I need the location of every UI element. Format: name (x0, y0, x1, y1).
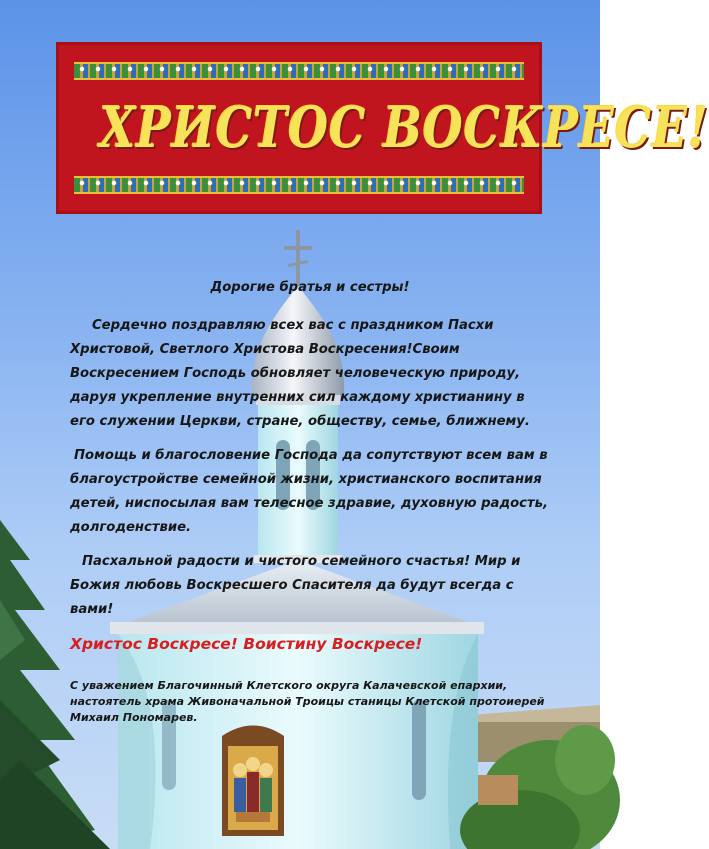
ornament-border-bottom (74, 176, 524, 194)
easter-banner (56, 42, 709, 214)
signature: С уважением Благочинный Клетского округа Калачевской епархии, настоятель храма Живоначальной Троицы станицы Клетской протоиерей Михаил Пономарев. (70, 679, 545, 724)
paragraph-2: Помощь и благословение Господа да сопутствуют всем вам в благоустройстве семейной жизни, христианского воспитания детей, ниспосылая вам телесное здравие, духовную радость, долгоденствие. (70, 448, 548, 535)
paschal-greeting: Христос Воскресе! Воистину Воскресе! (70, 635, 423, 653)
greeting-salutation: Дорогие братья и сестры! (210, 280, 410, 295)
holy-trinity-icon (222, 726, 284, 837)
ornament-border-top (74, 62, 524, 80)
paragraph-1: Сердечно поздравляю всех вас с праздником Пасхи Христовой, Светлого Христова Воскресения!Своим Воскресением Господь обновляет человеческую природу, даруя укрепление внутренних сил каждому христианину в его служении Церкви, стране, обществу, семье, ближнему. (70, 318, 530, 429)
paragraph-3: Пасхальной радости и чистого семейного счастья! Мир и Божия любовь Воскресшего Спасителя да будут всегда с вами! (70, 554, 521, 617)
greeting-letter (70, 276, 550, 726)
banner-title: ХРИСТОС ВОСКРЕСЕ! (99, 95, 709, 161)
